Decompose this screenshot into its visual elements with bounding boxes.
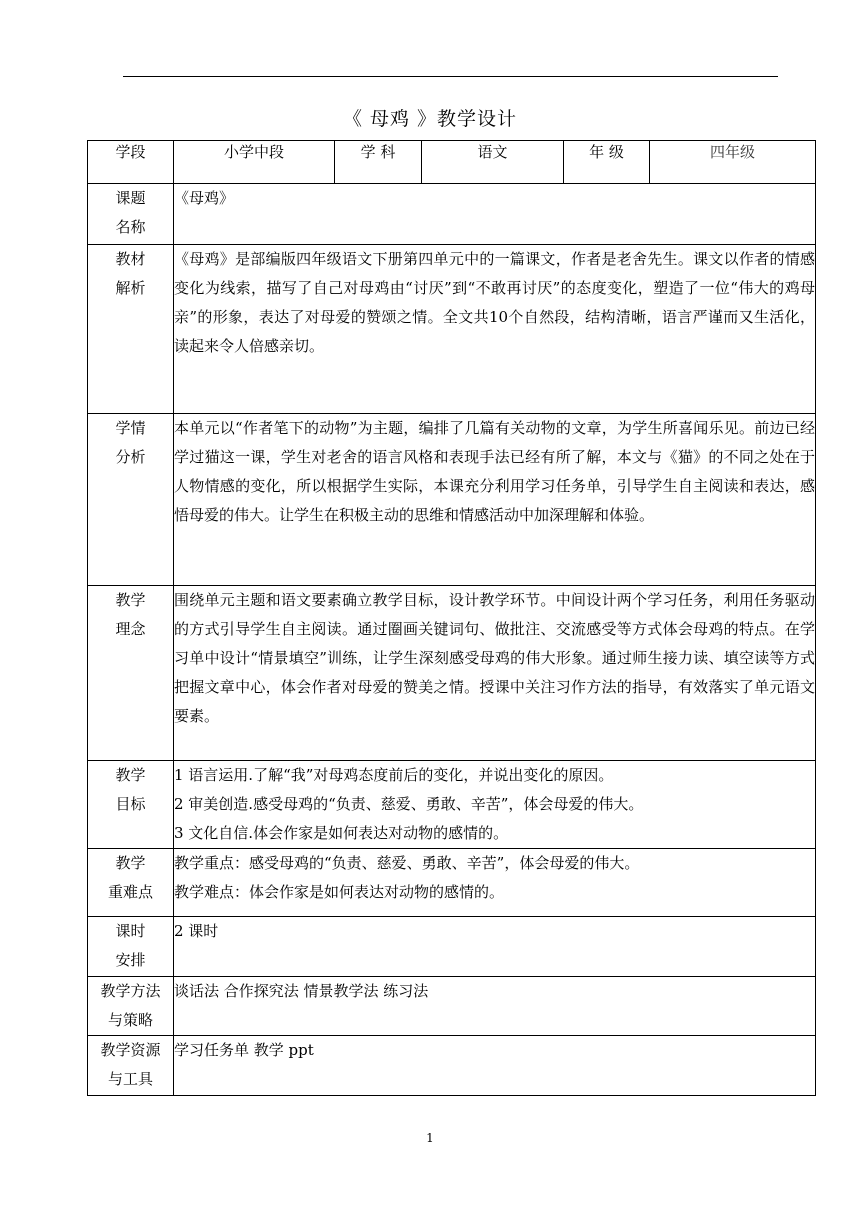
resources-row	[88, 1036, 816, 1096]
grade-value: 四年级	[650, 141, 816, 184]
material-text: 《母鸡》是部编版四年级语文下册第四单元中的一篇课文，作者是老舍先生。课文以作者的情感变化为线索，描写了自己对母鸡由“讨厌”到“不敢再讨厌”的态度变化，塑造了一位“伟大的鸡母亲”的形象，表达了对母爱的赞颂之情。全文共10个自然段，结构清晰，语言严谨而又生活化，读起来令人倍感亲切。	[174, 250, 815, 355]
material-content	[174, 245, 816, 414]
resources-label-line1: 教学资源	[100, 1041, 161, 1059]
material-label-line2: 解析	[115, 279, 146, 297]
philosophy-row	[88, 586, 816, 761]
material-label	[88, 245, 174, 414]
key-points-label-line2: 重难点	[107, 883, 153, 901]
methods-content: 谈话法 合作探究法 情景教学法 练习法	[174, 977, 816, 1036]
objectives-row	[88, 761, 816, 849]
learner-text: 本单元以“作者笔下的动物”为主题，编排了几篇有关动物的文章，为学生所喜闻乐见。前边已经学过猫这一课，学生对老舍的语言风格和表现手法已经有所了解，本文与《猫》的不同之处在于人物情感的变化，所以根据学生实际，本课充分利用学习任务单，引导学生自主阅读和表达，感悟母爱的伟大。让学生在积极主动的思维和情感活动中加深理解和体验。	[174, 419, 815, 524]
learner-label-line2: 分析	[115, 448, 146, 466]
schedule-label	[88, 917, 174, 977]
objective-item: 2 审美创造.感受母鸡的“负责、慈爱、勇敢、辛苦”，体会母爱的伟大。	[174, 795, 644, 813]
key-points-content	[174, 849, 816, 917]
schedule-label-line2: 安排	[115, 951, 146, 969]
resources-label	[88, 1036, 174, 1096]
stage-value: 小学中段	[174, 141, 335, 184]
schedule-content: 2 课时	[174, 917, 816, 977]
philosophy-content	[174, 586, 816, 761]
topic-row	[88, 184, 816, 245]
learner-label-line1: 学情	[115, 419, 146, 437]
learner-content	[174, 414, 816, 586]
methods-row	[88, 977, 816, 1036]
topic-content: 《母鸡》	[174, 184, 816, 245]
schedule-label-line1: 课时	[115, 922, 146, 940]
methods-label	[88, 977, 174, 1036]
methods-label-line1: 教学方法	[100, 982, 161, 1000]
subject-value: 语文	[422, 141, 564, 184]
philosophy-label-line1: 教学	[115, 591, 146, 609]
learner-label	[88, 414, 174, 586]
resources-content: 学习任务单 教学 ppt	[174, 1036, 816, 1096]
philosophy-label	[88, 586, 174, 761]
methods-label-line2: 与策略	[107, 1011, 153, 1029]
philosophy-label-line2: 理念	[115, 620, 146, 638]
material-row	[88, 245, 816, 414]
objective-item: 3 文化自信.体会作家是如何表达对动物的感情的。	[174, 824, 509, 842]
lesson-plan-table	[87, 140, 816, 1096]
key-point-item: 教学重点：感受母鸡的“负责、慈爱、勇敢、辛苦”，体会母爱的伟大。	[174, 854, 640, 872]
objectives-label-line1: 教学	[115, 766, 146, 784]
key-points-label	[88, 849, 174, 917]
page-title: 《 母鸡 》教学设计	[342, 108, 518, 130]
header-rule	[123, 76, 778, 77]
grade-label: 年 级	[564, 141, 650, 184]
resources-label-line2: 与工具	[107, 1070, 153, 1088]
stage-label: 学段	[88, 141, 174, 184]
header-row	[88, 141, 816, 184]
key-points-label-line1: 教学	[115, 854, 146, 872]
key-points-row	[88, 849, 816, 917]
key-point-item: 教学难点：体会作家是如何表达对动物的感情的。	[174, 883, 505, 901]
objectives-content	[174, 761, 816, 849]
philosophy-text: 围绕单元主题和语文要素确立教学目标，设计教学环节。中间设计两个学习任务，利用任务驱动的方式引导学生自主阅读。通过圈画关键词句、做批注、交流感受等方式体会母鸡的特点。在学习单中设计“情景填空”训练，让学生深刻感受母鸡的伟大形象。通过师生接力读、填空读等方式把握文章中心，体会作者对母爱的赞美之情。授课中关注习作方法的指导，有效落实了单元语文要素。	[174, 591, 815, 725]
subject-label: 学 科	[335, 141, 422, 184]
topic-label-line1: 课题	[115, 189, 146, 207]
schedule-row	[88, 917, 816, 977]
objectives-label-line2: 目标	[115, 795, 146, 813]
objectives-label	[88, 761, 174, 849]
topic-label-line2: 名称	[115, 218, 146, 236]
objective-item: 1 语言运用.了解“我”对母鸡态度前后的变化，并说出变化的原因。	[174, 766, 614, 784]
learner-row	[88, 414, 816, 586]
material-label-line1: 教材	[115, 250, 146, 268]
topic-label	[88, 184, 174, 245]
page-number: 1	[426, 1131, 434, 1145]
